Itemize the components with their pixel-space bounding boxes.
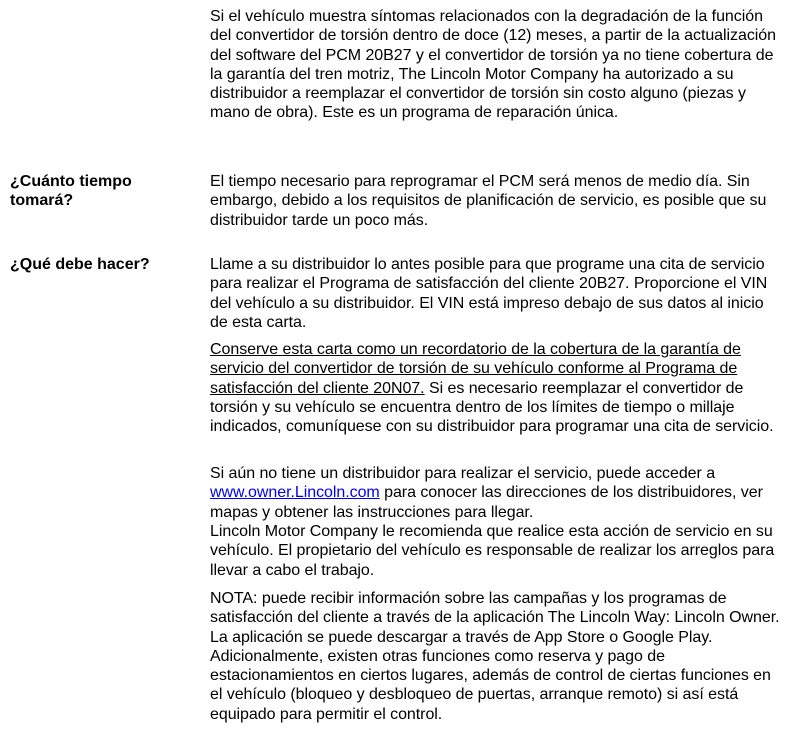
note-paragraph: NOTA: puede recibir información sobre las campañas y los programas de satisfacción del cliente a través de la aplicación The Lincoln Way: Lincoln Owner. La aplicación se puede descargar a través de App Store o Google Play. Adicionalmente, existen otras funciones como reserva y pago de estacionamientos en ciertos lugares, además de control de ciertas funciones en el vehículo (bloqueo y desbloqueo de puertas, arranque remoto) si así está equipado para permitir el control.: [210, 590, 780, 723]
dealer-info-text: Si aún no tiene un distribuidor para realizar el servicio, puede acceder a: [210, 465, 716, 482]
how-long-paragraph: El tiempo necesario para reprogramar el PCM será menos de medio día. Sin embargo, debido a los requisitos de planificación de servicio, es posible que su distribuidor tarde un poco más.: [210, 173, 767, 229]
keep-letter-paragraph: [210, 340, 785, 436]
keep-letter-text: Si es necesario reemplazar el convertidor de torsión y su vehículo se encuentra dentro de los límites de tiempo o millaje indicados, comuníquese con su distribuidor para programar una cita de servicio.: [210, 379, 774, 436]
how-long-label: ¿Cuánto tiempo tomará?: [10, 173, 132, 209]
recommendation-paragraph: Lincoln Motor Company le recomienda que realice esta acción de servicio en su vehículo. El propietario del vehículo es responsable de realizar los arreglos para llevar a cabo el trabajo.: [210, 523, 775, 579]
dealer-info-text-end: para conocer las direcciones de los distribuidores, ver mapas y obtener las instrucciones para llegar.: [210, 484, 763, 521]
schedule-appointment-paragraph: Llame a su distribuidor lo antes posible para que programe una cita de servicio para realizar el Programa de satisfacción del cliente 20B27. Proporcione el VIN del vehículo a su distribuidor. El VIN está impreso debajo de sus datos al inicio de esta carta.: [210, 256, 768, 331]
intro-paragraph: Si el vehículo muestra síntomas relacionados con la degradación de la función del convertidor de torsión dentro de doce (12) meses, a partir de la actualización del software del PCM 20B27 y el convertidor de torsión ya no tiene cobertura de la garantía del tren motriz, The Lincoln Motor Company ha autorizado a su distribuidor a reemplazar el convertidor de torsión sin costo alguno (piezas y mano de obra). Este es un programa de reparación única.: [210, 8, 776, 122]
owner-lincoln-link[interactable]: www.owner.Lincoln.com: [210, 484, 380, 502]
what-to-do-label: ¿Qué debe hacer?: [10, 256, 150, 273]
dealer-info-paragraph: [210, 464, 785, 522]
keep-letter-underlined-text: Conserve esta carta como un recordatorio de la cobertura de la garantía de servicio del convertidor de torsión de su vehículo conforme al Programa de satisfacción del cliente 20N07.: [210, 341, 741, 397]
